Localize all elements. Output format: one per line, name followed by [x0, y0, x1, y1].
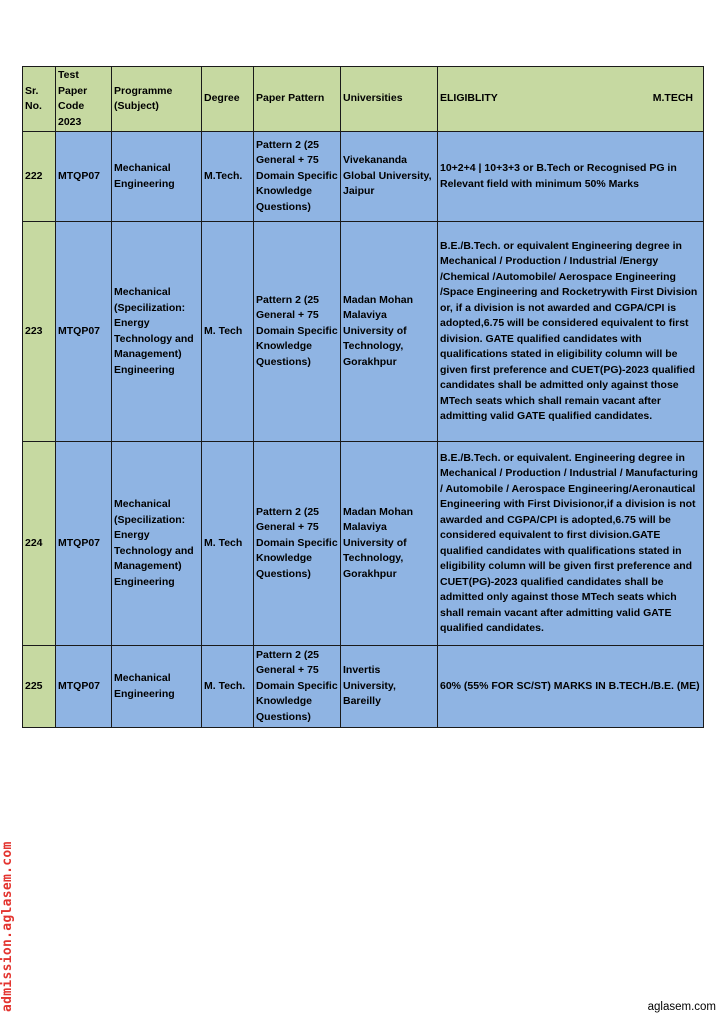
- header-paper-pattern: Paper Pattern: [254, 67, 341, 132]
- university-cell: Invertis University, Bareilly: [341, 646, 438, 728]
- programme-cell: Mechanical (Specilization: Energy Technology and Management) Engineering: [112, 222, 202, 442]
- degree-cell: M. Tech: [202, 442, 254, 646]
- header-programme: Programme (Subject): [112, 67, 202, 132]
- university-cell: Madan Mohan Malaviya University of Technology, Gorakhpur: [341, 442, 438, 646]
- table-row: [23, 222, 704, 442]
- table-row: [23, 132, 704, 222]
- sr-no-cell: 222: [23, 132, 56, 222]
- header-eligibility-label: ELIGIBLITY: [440, 92, 498, 105]
- degree-cell: M. Tech: [202, 222, 254, 442]
- header-course-label: M.TECH: [652, 92, 693, 105]
- header-universities: Universities: [341, 67, 438, 132]
- test-paper-code-cell: MTQP07: [56, 222, 112, 442]
- sr-no-cell: 224: [23, 442, 56, 646]
- university-cell: Madan Mohan Malaviya University of Technology, Gorakhpur: [341, 222, 438, 442]
- header-eligibility: [438, 67, 704, 132]
- site-watermark: admission.aglasem.com: [0, 841, 15, 1012]
- test-paper-code-cell: MTQP07: [56, 132, 112, 222]
- programme-cell: Mechanical Engineering: [112, 132, 202, 222]
- header-degree: Degree: [202, 67, 254, 132]
- sr-no-cell: 225: [23, 646, 56, 728]
- footer-site-name: aglasem.com: [647, 1001, 716, 1013]
- test-paper-code-cell: MTQP07: [56, 442, 112, 646]
- degree-cell: M.Tech.: [202, 132, 254, 222]
- degree-cell: M. Tech.: [202, 646, 254, 728]
- university-cell: Vivekananda Global University, Jaipur: [341, 132, 438, 222]
- eligibility-cell: 60% (55% FOR SC/ST) MARKS IN B.TECH./B.E. (ME): [438, 646, 704, 728]
- paper-pattern-cell: Pattern 2 (25 General + 75 Domain Specific Knowledge Questions): [254, 442, 341, 646]
- paper-pattern-cell: Pattern 2 (25 General + 75 Domain Specific Knowledge Questions): [254, 132, 341, 222]
- eligibility-cell: B.E./B.Tech. or equivalent Engineering degree in Mechanical / Production / Industrial /Energy /Chemical /Automobile/ Aerospace Engineering /Space Engineering and Rocketrywith First Division or, if a division is not awarded and CGPA/CPI is adopted,6.75 will be considered equivalent to first division. GATE qualified candidates with qualifications stated in eligibility column will be given first preference and CUET(PG)-2023 qualified candidates shall be admitted only against those MTech seats which shall remain vacant after admitting valid GATE qualified candidates.: [438, 222, 704, 442]
- test-paper-code-cell: MTQP07: [56, 646, 112, 728]
- programme-cell: Mechanical Engineering: [112, 646, 202, 728]
- table-row: [23, 646, 704, 728]
- sr-no-cell: 223: [23, 222, 56, 442]
- paper-pattern-cell: Pattern 2 (25 General + 75 Domain Specific Knowledge Questions): [254, 222, 341, 442]
- eligibility-cell: B.E./B.Tech. or equivalent. Engineering degree in Mechanical / Production / Industrial / Manufacturing / Automobile / Aerospace Engineering/Aeronautical Engineering with First Divisionor,if a division is not awarded and CGPA/CPI is adopted,6.75 will be considered equivalent to first division.GATE qualified candidates with qualifications stated in eligibility column will be given first preference and CUET(PG)-2023 qualified candidates shall be admitted only against those MTech seats which shall remain vacant after admitting valid GATE qualified candidates.: [438, 442, 704, 646]
- header-sr-no: Sr. No.: [23, 67, 56, 132]
- eligibility-table: [22, 66, 704, 728]
- paper-pattern-cell: Pattern 2 (25 General + 75 Domain Specific Knowledge Questions): [254, 646, 341, 728]
- header-row: [23, 67, 704, 132]
- header-test-paper-code: Test Paper Code 2023: [56, 67, 112, 132]
- table-row: [23, 442, 704, 646]
- eligibility-cell: 10+2+4 | 10+3+3 or B.Tech or Recognised PG in Relevant field with minimum 50% Marks: [438, 132, 704, 222]
- programme-cell: Mechanical (Specilization: Energy Technology and Management) Engineering: [112, 442, 202, 646]
